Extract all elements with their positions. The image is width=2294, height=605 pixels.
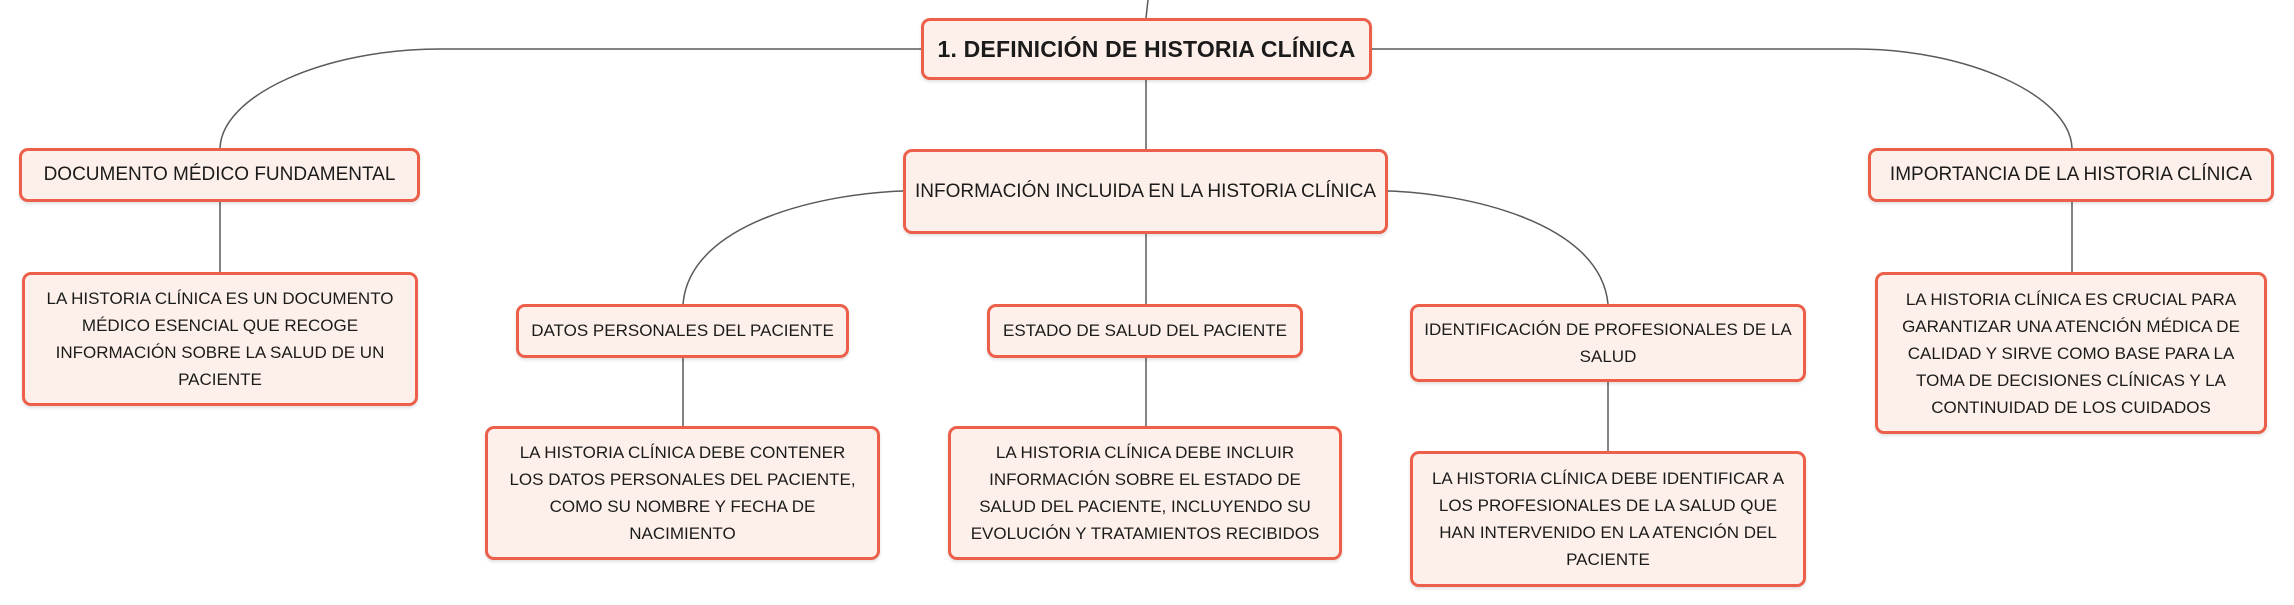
connector-root-left [220,49,921,148]
topic-informacion-incluida[interactable] [903,149,1388,234]
detail-datos-personales-text: LA HISTORIA CLÍNICA DEBE CONTENER LOS DATOS PERSONALES DEL PACIENTE, COMO SU NOMBRE Y FECHA DE NACIMIENTO [509,443,856,543]
subtopic-estado-salud[interactable] [987,304,1303,358]
connector-parent-up [1146,0,1148,18]
root-topic-label: 1. DEFINICIÓN DE HISTORIA CLÍNICA [937,35,1356,62]
topic-documento-medico-label: DOCUMENTO MÉDICO FUNDAMENTAL [43,164,396,185]
detail-importancia-text: LA HISTORIA CLÍNICA ES CRUCIAL PARA GARANTIZAR UNA ATENCIÓN MÉDICA DE CALIDAD Y SIRVE COMO BASE PARA LA TOMA DE DECISIONES CLÍNICAS Y LA CONTINUIDAD DE LOS CUIDADOS [1902,289,2240,417]
detail-documento-medico[interactable] [22,272,418,406]
connector-info-right [1388,191,1608,304]
subtopic-identificacion-profesionales[interactable] [1410,304,1806,382]
connector-info-left [683,191,903,304]
detail-importancia[interactable] [1875,272,2267,434]
detail-identificacion-profesionales[interactable] [1410,451,1806,587]
detail-datos-personales[interactable] [485,426,880,560]
topic-importancia[interactable] [1868,148,2274,202]
subtopic-estado-salud-label: ESTADO DE SALUD DEL PACIENTE [1002,321,1288,340]
subtopic-identificacion-profesionales-label: IDENTIFICACIÓN DE PROFESIONALES DE LA SALUD [1424,320,1792,366]
connector-root-right [1372,49,2072,148]
root-topic[interactable] [921,18,1372,80]
subtopic-datos-personales-label: DATOS PERSONALES DEL PACIENTE [531,321,834,340]
topic-importancia-label: IMPORTANCIA DE LA HISTORIA CLÍNICA [1889,164,2253,185]
detail-estado-salud[interactable] [948,426,1342,560]
detail-estado-salud-text: LA HISTORIA CLÍNICA DEBE INCLUIR INFORMACIÓN SOBRE EL ESTADO DE SALUD DEL PACIENTE, INCLUYENDO SU EVOLUCIÓN Y TRATAMIENTOS RECIBIDOS [970,443,1320,543]
detail-identificacion-profesionales-text: LA HISTORIA CLÍNICA DEBE IDENTIFICAR A LOS PROFESIONALES DE LA SALUD QUE HAN INTERVENIDO EN LA ATENCIÓN DEL PACIENTE [1431,469,1785,569]
detail-documento-medico-text: LA HISTORIA CLÍNICA ES UN DOCUMENTO MÉDICO ESENCIAL QUE RECOGE INFORMACIÓN SOBRE LA SALUD DE UN PACIENTE [46,289,394,389]
topic-informacion-incluida-label: INFORMACIÓN INCLUIDA EN LA HISTORIA CLÍNICA [914,180,1377,202]
topic-documento-medico[interactable] [19,148,420,202]
subtopic-datos-personales[interactable] [516,304,849,358]
